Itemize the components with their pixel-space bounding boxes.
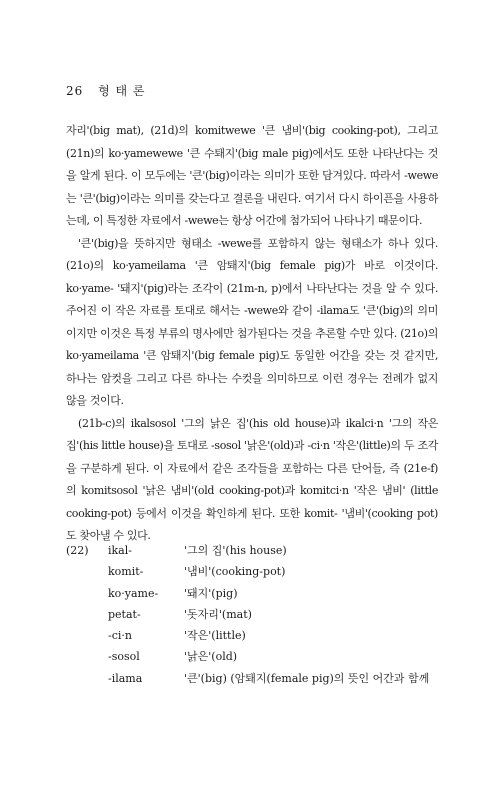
gloss-meaning: '그의 집'(his house) xyxy=(184,544,287,557)
gloss-form: ikal- xyxy=(108,544,132,557)
gloss-meaning: '냄비'(cooking-pot) xyxy=(184,565,286,579)
gloss-form: komit- xyxy=(108,565,144,579)
running-header xyxy=(66,82,146,99)
running-title: 형 태 론 xyxy=(98,84,146,98)
gloss-form: -ci·n xyxy=(108,629,132,643)
body-text xyxy=(66,120,438,548)
gloss-meaning: '돼지'(pig) xyxy=(184,586,238,600)
gloss-row xyxy=(66,540,446,561)
example-gloss-list xyxy=(66,540,446,689)
gloss-form: ko·yame- xyxy=(108,586,159,600)
paragraph: (21b-c)의 ikalsosol '그의 낡은 집'(his old house)과 ikalci·n '그의 작은 집'(his little house)을 토대로 -sosol '낡은'(old)과 -ci·n '작은'(little)의 두 조각을 구분하게 된다. 이 자료에서 같은 조각들을 포함하는 다른 단어들, 즉 (21e-f)의 komitsosol '낡은 냄비'(old cooking-pot)과 komitci·n '작은 냄비' (little cooking-pot) 등에서 이것을 확인하게 된다. 또한 komit- '냄비'(cooking pot)도 찾아낼 수 있다. xyxy=(66,416,438,542)
gloss-row xyxy=(66,646,446,667)
gloss-form: petat- xyxy=(108,607,141,621)
page-number: 26 xyxy=(66,84,84,98)
gloss-meaning: '큰'(big) (암퇘지(female pig)의 뜻인 어간과 함께 xyxy=(184,671,430,685)
gloss-row xyxy=(66,668,446,689)
gloss-meaning: '낡은'(old) xyxy=(184,650,238,664)
gloss-row xyxy=(66,583,446,604)
gloss-meaning: '작은'(little) xyxy=(184,629,246,643)
gloss-meaning: '돗자리'(mat) xyxy=(184,607,252,621)
example-number: (22) xyxy=(66,544,89,557)
gloss-form: -sosol xyxy=(108,650,140,664)
gloss-row xyxy=(66,604,446,625)
paragraph: 자리'(big mat), (21d)의 komitwewe '큰 냄비'(big cooking-pot), 그리고 (21n)의 ko·yamewewe '큰 수퇘지'(big male pig)에서도 또한 나타난다는 것을 알게 된다. 이 모두에는 '큰'(big)이라는 의미가 또한 담겨있다. 따라서 -wewe는 '큰'(big)이라는 의미를 갖는다고 결론을 내린다. 여기서 다시 하이픈을 사용하는데, 이 특정한 자료에서 -wewe는 항상 어간에 첨가되어 나타나기 때문이다. xyxy=(66,124,438,227)
gloss-row xyxy=(66,561,446,582)
gloss-form: -ilama xyxy=(108,671,143,685)
paragraph: '큰'(big)을 뜻하지만 형태소 -wewe를 포함하지 않는 형태소가 하나 있다. (21o)의 ko·yameilama '큰 암퇘지'(big female pig)가 바로 이것이다. ko·yame- '돼지'(pig)라는 조각이 (21m-n, p)에서 나타난다는 것을 알 수 있다. 주어진 이 작은 자료를 토대로 해서는 -wewe와 같이 -ilama도 '큰'(big)의 의미이지만 이것은 특정 부류의 명사에만 첨가된다는 것을 추론할 수만 있다. (21o)의 ko·yameilama '큰 암퇘지'(big female pig)도 동일한 어간을 갖는 것 같지만, 하나는 암컷을 그리고 다른 하나는 수컷을 의미하므로 이런 경우는 전례가 없지 않을 것이다. xyxy=(66,236,438,407)
gloss-row xyxy=(66,625,446,646)
